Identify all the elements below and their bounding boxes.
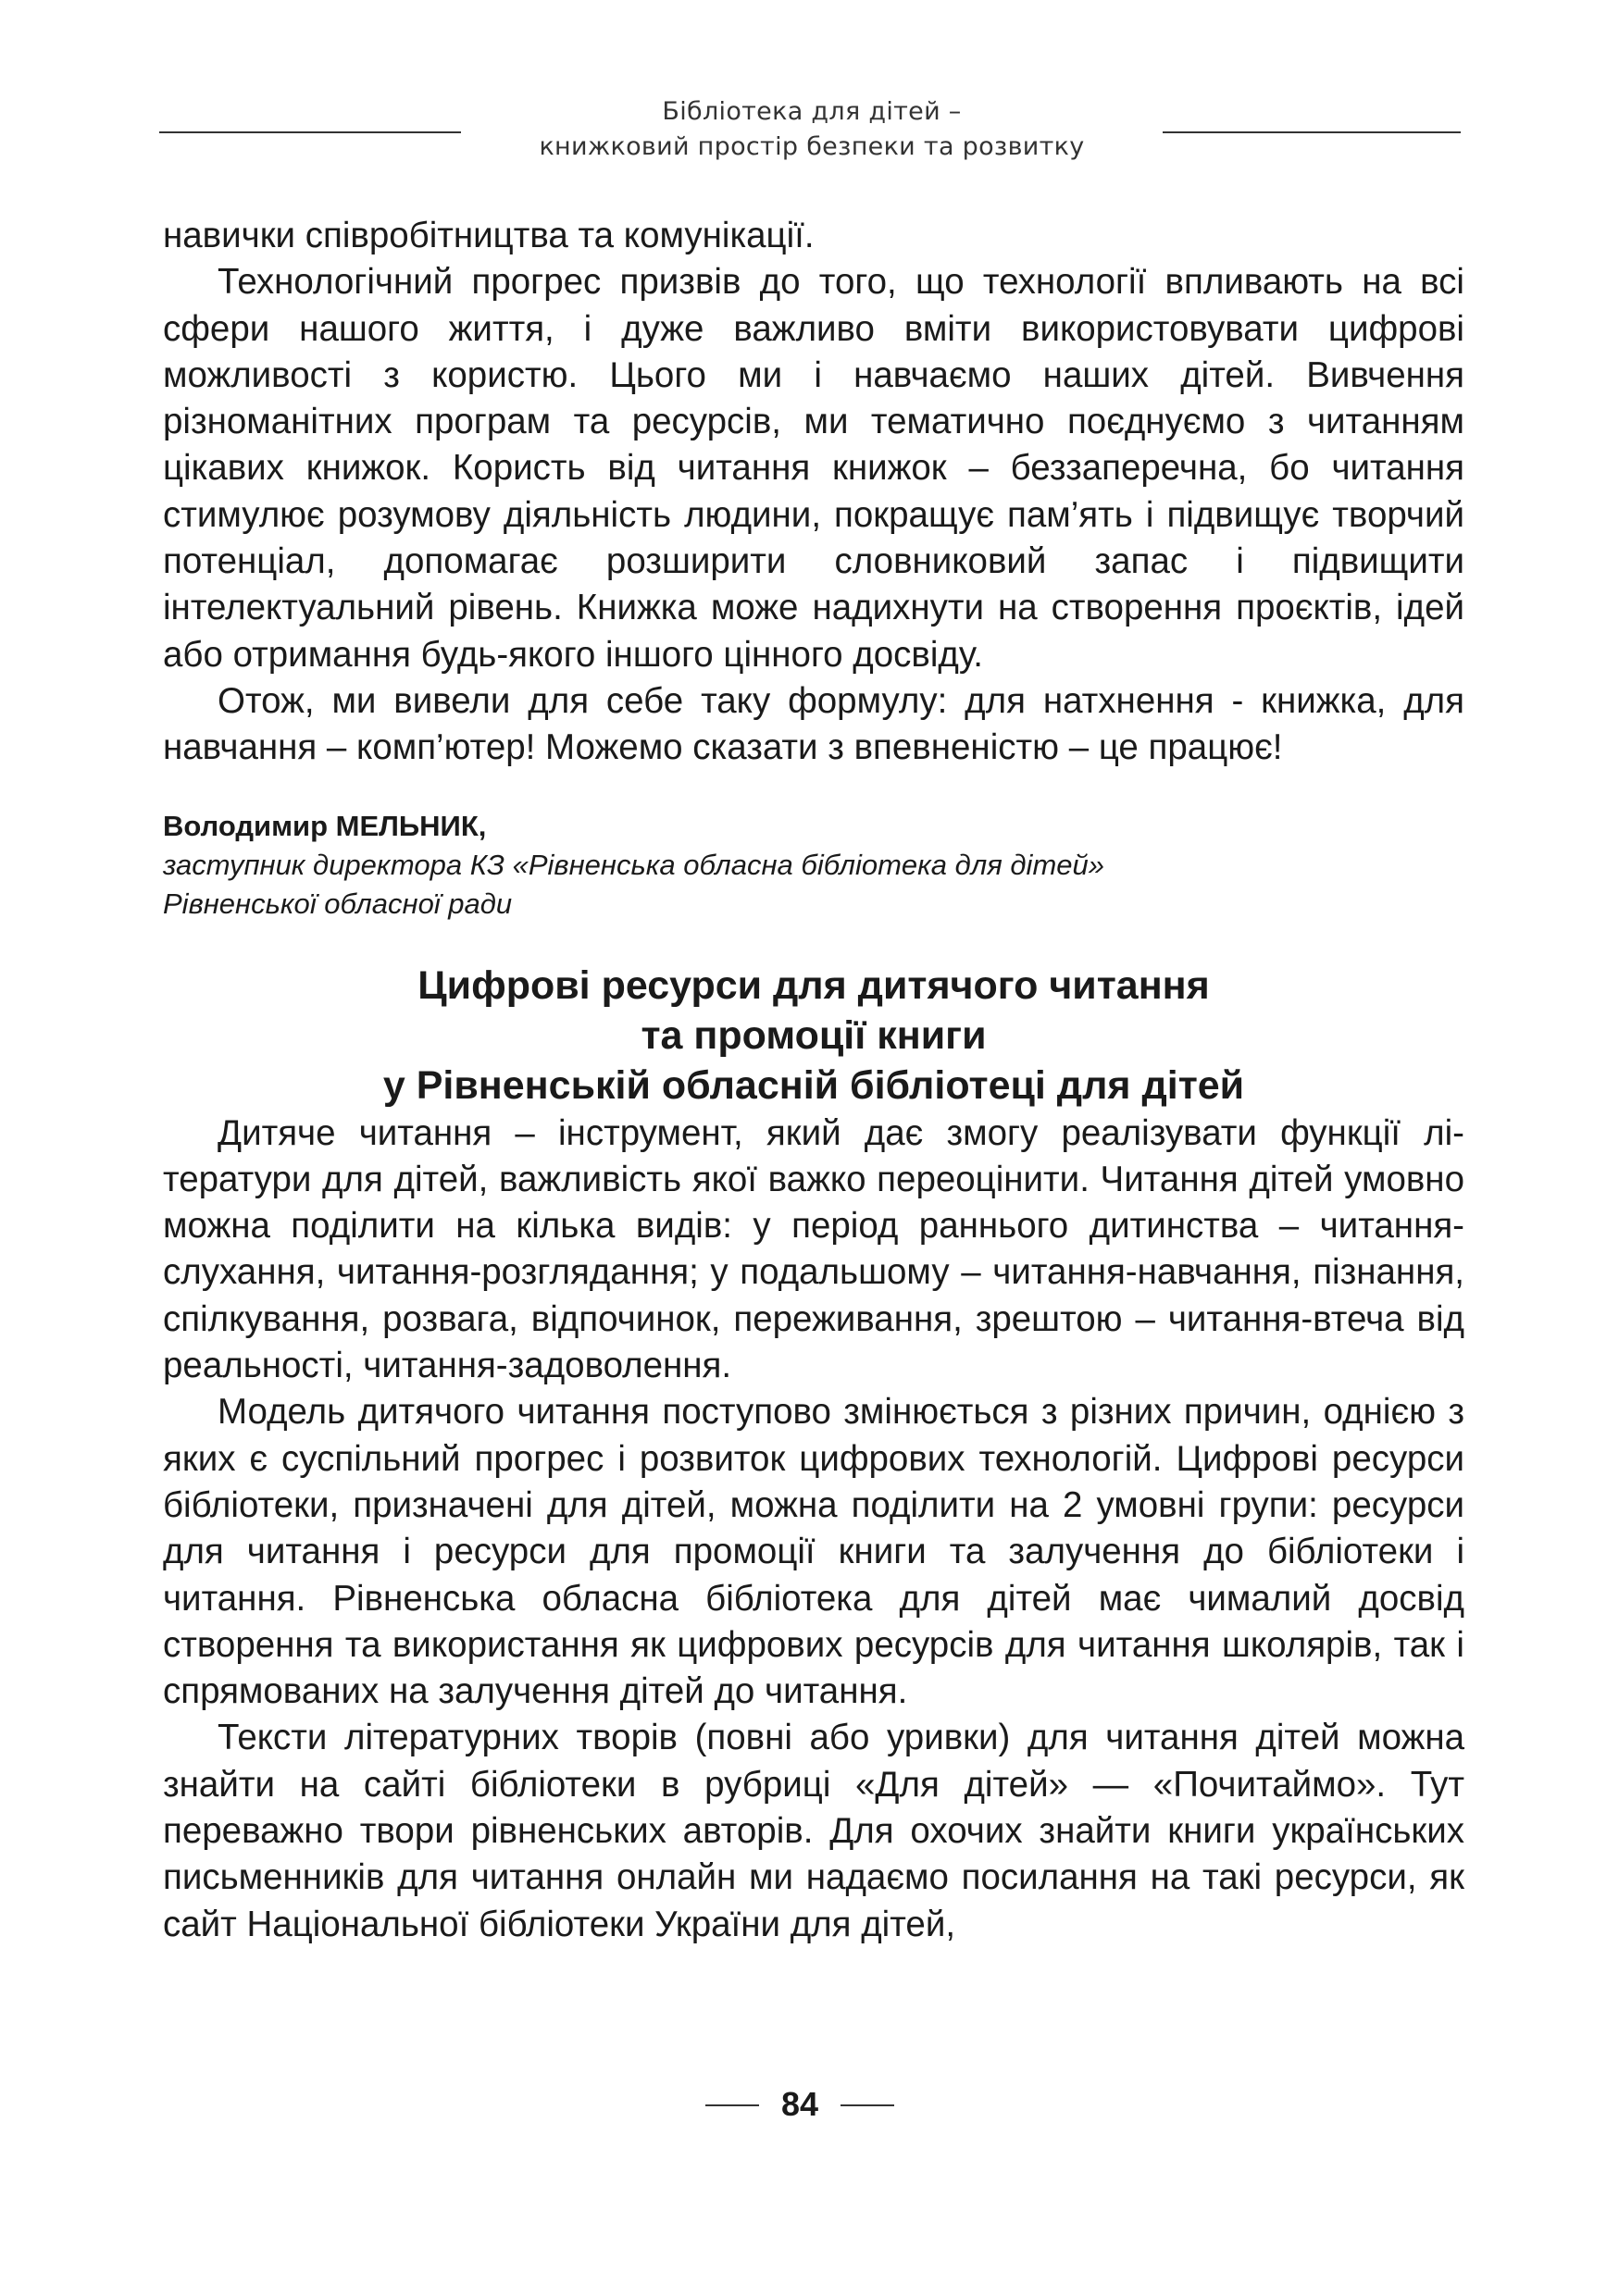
article-title-line-2: та промоції книги — [641, 1012, 987, 1058]
running-header-title — [461, 94, 1163, 165]
paragraph-continuation: навички співробітництва та комунікації. — [163, 216, 815, 255]
header-rule-left — [159, 131, 461, 133]
author-position-line-1: заступник директора КЗ «Рівненська обласна бібліотека для дітей» — [163, 848, 1104, 881]
page-footer — [0, 2082, 1619, 2128]
running-header-line-1: Бібліотека для дітей – — [662, 97, 962, 126]
article-title-line-1: Цифрові ресурси для дитячого читання — [417, 962, 1210, 1008]
page-number-dash-right — [841, 2104, 894, 2106]
author-position-line-2: Рівненської обласної ради — [163, 887, 513, 920]
paragraph-literary-texts: Тексти літературних творів (повні або уривки) для читання дітей можна знайти на сайті бібліотеки в рубриці «Для дітей» — «Почитаймо». Тут переважно твори рівненських авторів. Для охочих знайти книги українських письменників для читання онлайн ми надаємо посилання на такі ресурси, як сайт Національної бібліотеки України для дітей, — [163, 1718, 1464, 1944]
author-name: Володимир МЕЛЬНИК, — [163, 809, 487, 842]
running-header — [0, 91, 1619, 165]
author-block — [163, 807, 1464, 924]
header-rule-right — [1163, 131, 1461, 133]
paragraph-formula: Отож, ми вивели для себе таку формулу: для натхнення - книжка, для навчання – комп’ютер! Можемо сказати з впевненістю – це працює! — [163, 680, 1464, 768]
page-number-dash-left — [705, 2104, 759, 2106]
paragraph-tech-progress: Технологічний прогрес призвів до того, що технології впливають на всі сфери нашого життя, і дуже важливо вміти використовувати цифрові можливості з користю. Цього ми і навчаємо наших дітей. Вивчення різноманітних програм та ресурсів, ми тематично поєднуємо з читанням цікавих книжок. Користь від читання книжок – беззаперечна, бо читання стимулює розумову діяльність людини, покращує пам’ять і підвищує творчий потенціал, допомагає розширити словниковий запас і підвищити інтелектуальний рівень. Книжка може надихнути на створення проєктів, ідей або отримання будь-якого іншого цінного досвіду. — [163, 262, 1464, 675]
paragraph-children-reading: Дитяче читання – інструмент, який дає змогу реалізувати функції літератури для дітей, важливість якої важко переоцінити. Читання дітей умовно можна поділити на кілька видів: у період раннього дитинства – читання-слухання, читання-розглядання; у подальшому – читання-навчання, пізнання, спілкування, розвага, відпочинок, переживання, зрештою – читання-втеча від реальності, читання-задоволення. — [163, 1112, 1464, 1386]
page-number: 84 — [780, 2085, 819, 2123]
page-content — [163, 213, 1464, 1948]
article-title — [163, 961, 1464, 1111]
article-title-line-3: у Рівненській обласній бібліотеці для дітей — [382, 1062, 1245, 1108]
running-header-line-2: книжковий простір безпеки та розвитку — [539, 132, 1085, 161]
paragraph-reading-model: Модель дитячого читання поступово змінюється з різних причин, однією з яких є суспільний прогрес і розвиток цифрових технологій. Цифрові ресурси бібліотеки, призначені для дітей, можна поділити на 2 умовні групи: ресурси для читання і ресурси для промоції книги та залучення до бібліотеки і читання. Рівненська обласна бібліотека для дітей має чималий досвід створення та використання як цифрових ресурсів для читання школярів, так і спрямованих на залучення дітей до читання. — [163, 1392, 1464, 1712]
